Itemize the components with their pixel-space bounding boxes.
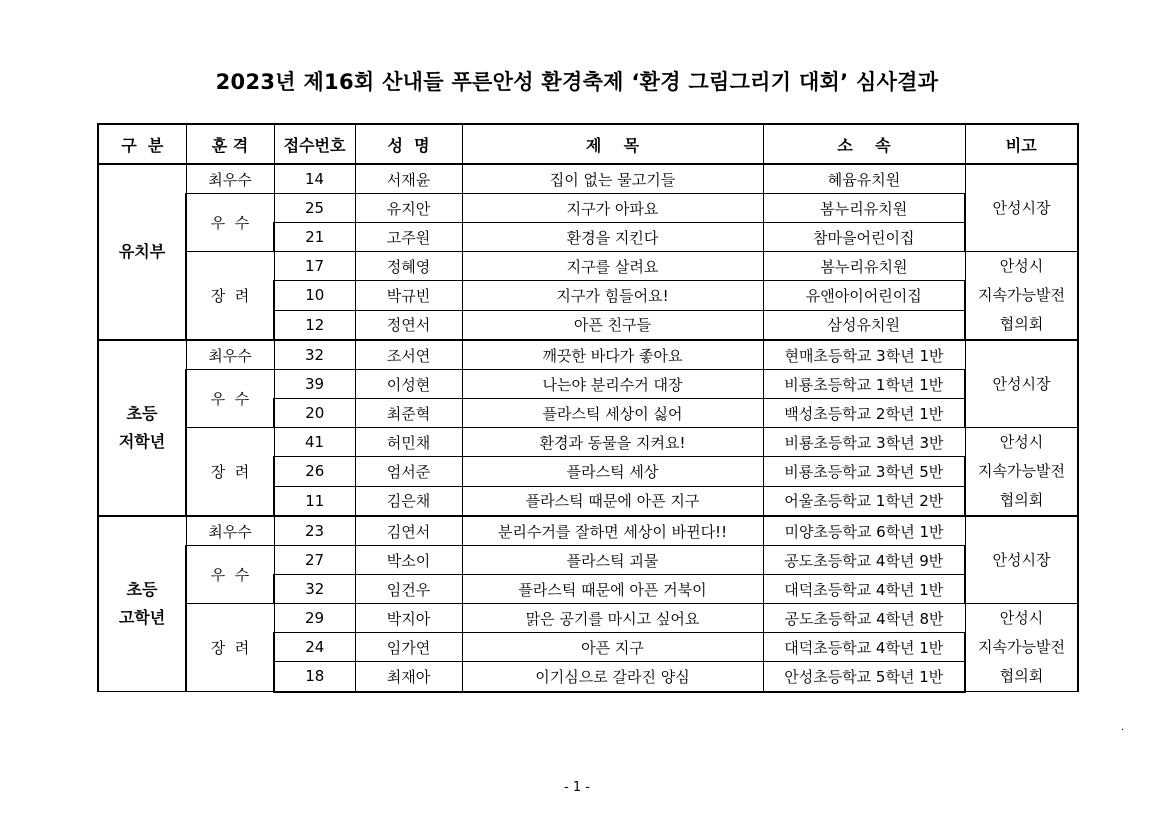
page-number: - 1 -: [564, 780, 590, 795]
name-cell: 유지안: [355, 194, 462, 223]
work-title-cell: 지구가 힘들어요!: [462, 281, 763, 310]
work-title-cell: 지구가 아파요: [462, 194, 763, 223]
name-cell: 박지아: [355, 604, 462, 633]
note-cell: [965, 428, 1078, 517]
affiliation-cell: 미양초등학교 6학년 1반: [763, 516, 965, 546]
cell-line: 안성시: [999, 433, 1044, 451]
table-row: [98, 604, 1078, 633]
cell-line: 초등: [126, 580, 158, 599]
cell-line: 안성시장: [992, 374, 1051, 393]
work-title-cell: 플라스틱 괴물: [462, 546, 763, 575]
entry-no-cell: 26: [274, 457, 355, 486]
cell-line: 안성시장: [992, 550, 1051, 569]
name-cell: 이성현: [355, 370, 462, 399]
cell-line: 협의회: [999, 667, 1044, 685]
affiliation-cell: 안성초등학교 5학년 1반: [763, 662, 965, 692]
division-cell: [98, 340, 186, 516]
award-cell: 우 수: [186, 546, 274, 604]
work-title-cell: 깨끗한 바다가 좋아요: [462, 340, 763, 370]
division-cell: [98, 516, 186, 692]
affiliation-cell: 비룡초등학교 3학년 3반: [763, 428, 965, 457]
division-cell: [98, 164, 186, 340]
table-row: [98, 194, 1078, 223]
entry-no-cell: 23: [274, 516, 355, 546]
header-entry-no: 접수번호: [274, 124, 355, 164]
affiliation-cell: 비룡초등학교 3학년 5반: [763, 457, 965, 486]
cell-line: 안성시: [999, 609, 1044, 627]
affiliation-cell: 봄누리유치원: [763, 252, 965, 281]
note-cell: [965, 340, 1078, 428]
work-title-cell: 분리수거를 잘하면 세상이 바뀐다!!: [462, 516, 763, 546]
name-cell: 정혜영: [355, 252, 462, 281]
header-award: 훈 격: [186, 124, 274, 164]
header-name: 성 명: [355, 124, 462, 164]
work-title-cell: 나는야 분리수거 대장: [462, 370, 763, 399]
entry-no-cell: 32: [274, 340, 355, 370]
cell-line: 지속가능발전: [978, 286, 1065, 304]
affiliation-cell: 현매초등학교 3학년 1반: [763, 340, 965, 370]
name-cell: 정연서: [355, 310, 462, 340]
header-work-title: 제 목: [462, 124, 763, 164]
work-title-cell: 플라스틱 때문에 아픈 지구: [462, 486, 763, 516]
note-cell: [965, 252, 1078, 341]
entry-no-cell: 21: [274, 223, 355, 252]
entry-no-cell: 14: [274, 164, 355, 194]
affiliation-cell: 공도초등학교 4학년 9반: [763, 546, 965, 575]
name-cell: 박규빈: [355, 281, 462, 310]
table-row: [98, 428, 1078, 457]
stray-mark: .: [1121, 722, 1125, 733]
entry-no-cell: 12: [274, 310, 355, 340]
name-cell: 김연서: [355, 516, 462, 546]
work-title-cell: 맑은 공기를 마시고 싶어요: [462, 604, 763, 633]
table-row: [98, 370, 1078, 399]
entry-no-cell: 10: [274, 281, 355, 310]
entry-no-cell: 20: [274, 399, 355, 428]
award-cell: 최우수: [186, 516, 274, 546]
work-title-cell: 환경을 지킨다: [462, 223, 763, 252]
work-title-cell: 환경과 동물을 지켜요!: [462, 428, 763, 457]
cell-line: 고학년: [118, 608, 166, 627]
cell-line: 유치부: [118, 242, 166, 261]
entry-no-cell: 24: [274, 633, 355, 662]
name-cell: 최준혁: [355, 399, 462, 428]
cell-line: 협의회: [999, 491, 1044, 509]
affiliation-cell: 삼성유치원: [763, 310, 965, 340]
affiliation-cell: 대덕초등학교 4학년 1반: [763, 633, 965, 662]
results-body: [98, 164, 1078, 692]
table-row: [98, 252, 1078, 281]
work-title-cell: 지구를 살려요: [462, 252, 763, 281]
name-cell: 임건우: [355, 575, 462, 604]
name-cell: 김은채: [355, 486, 462, 516]
results-table: [97, 123, 1079, 693]
header-row: [98, 124, 1078, 164]
affiliation-cell: 혜윰유치원: [763, 164, 965, 194]
cell-line: 저학년: [118, 432, 166, 451]
affiliation-cell: 비룡초등학교 1학년 1반: [763, 370, 965, 399]
name-cell: 엄서준: [355, 457, 462, 486]
affiliation-cell: 유앤아이어린이집: [763, 281, 965, 310]
entry-no-cell: 11: [274, 486, 355, 516]
work-title-cell: 이기심으로 갈라진 양심: [462, 662, 763, 692]
entry-no-cell: 25: [274, 194, 355, 223]
cell-line: 안성시: [999, 257, 1044, 275]
name-cell: 최재아: [355, 662, 462, 692]
work-title-cell: 플라스틱 세상이 싫어: [462, 399, 763, 428]
award-cell: 우 수: [186, 194, 274, 252]
header-note: 비고: [965, 124, 1078, 164]
award-cell: 우 수: [186, 370, 274, 428]
affiliation-cell: 참마을어린이집: [763, 223, 965, 252]
affiliation-cell: 백성초등학교 2학년 1반: [763, 399, 965, 428]
cell-line: 협의회: [999, 315, 1044, 333]
work-title-cell: 플라스틱 때문에 아픈 거북이: [462, 575, 763, 604]
affiliation-cell: 대덕초등학교 4학년 1반: [763, 575, 965, 604]
award-cell: 장 려: [186, 252, 274, 341]
cell-line: 초등: [126, 404, 158, 423]
entry-no-cell: 39: [274, 370, 355, 399]
work-title-cell: 아픈 지구: [462, 633, 763, 662]
award-cell: 장 려: [186, 428, 274, 517]
entry-no-cell: 32: [274, 575, 355, 604]
name-cell: 허민채: [355, 428, 462, 457]
award-cell: 장 려: [186, 604, 274, 692]
name-cell: 서재윤: [355, 164, 462, 194]
entry-no-cell: 29: [274, 604, 355, 633]
work-title-cell: 아픈 친구들: [462, 310, 763, 340]
work-title-cell: 플라스틱 세상: [462, 457, 763, 486]
award-cell: 최우수: [186, 340, 274, 370]
cell-line: 안성시장: [992, 198, 1051, 217]
entry-no-cell: 17: [274, 252, 355, 281]
table-row: [98, 164, 1078, 194]
table-row: [98, 340, 1078, 370]
affiliation-cell: 봄누리유치원: [763, 194, 965, 223]
header-affiliation: 소 속: [763, 124, 965, 164]
note-cell: [965, 516, 1078, 604]
affiliation-cell: 어울초등학교 1학년 2반: [763, 486, 965, 516]
entry-no-cell: 27: [274, 546, 355, 575]
name-cell: 임가연: [355, 633, 462, 662]
header-division: 구 분: [98, 124, 186, 164]
table-row: [98, 546, 1078, 575]
award-cell: 최우수: [186, 164, 274, 194]
work-title-cell: 집이 없는 물고기들: [462, 164, 763, 194]
name-cell: 박소이: [355, 546, 462, 575]
affiliation-cell: 공도초등학교 4학년 8반: [763, 604, 965, 633]
note-cell: [965, 604, 1078, 692]
note-cell: [965, 164, 1078, 252]
cell-line: 지속가능발전: [978, 462, 1065, 480]
name-cell: 조서연: [355, 340, 462, 370]
name-cell: 고주원: [355, 223, 462, 252]
document-title: 2023년 제16회 산내들 푸른안성 환경축제 ‘환경 그림그리기 대회’ 심사결과: [215, 70, 939, 94]
entry-no-cell: 41: [274, 428, 355, 457]
table-row: [98, 516, 1078, 546]
cell-line: 지속가능발전: [978, 638, 1065, 656]
entry-no-cell: 18: [274, 662, 355, 692]
